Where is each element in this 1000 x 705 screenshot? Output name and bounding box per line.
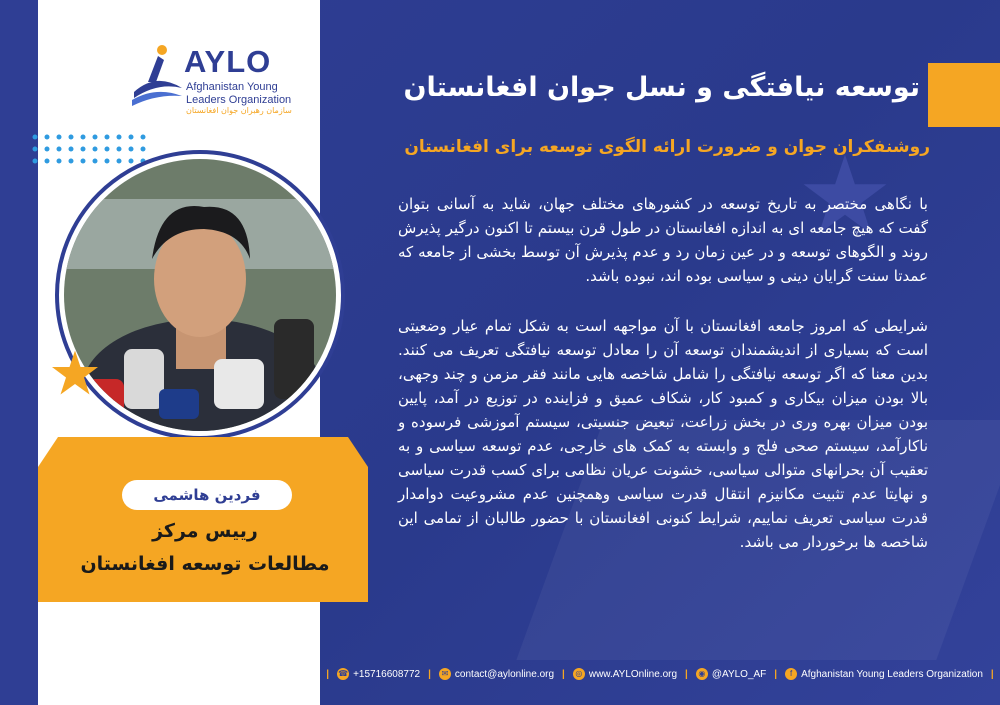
facebook-icon: f	[785, 668, 797, 680]
footer-social[interactable]	[696, 668, 766, 680]
web-icon: ◎	[573, 668, 585, 680]
footer-facebook-text: Afghanistan Young Leaders Organization	[801, 668, 983, 680]
footer-separator: |	[562, 668, 565, 680]
article-title: توسعه نیافتگی و نسل جوان افغانستان	[403, 72, 920, 103]
logo-figure-icon	[128, 42, 184, 108]
footer-phone-text: +15716608772	[353, 668, 421, 680]
footer-contact-bar	[320, 660, 1000, 688]
logo-subtitle-line2: Leaders Organization	[186, 94, 292, 106]
article-paragraph-1: با نگاهی مختصر به تاریخ توسعه در کشورهای مختلف جهان، شاید به آسانی بتوان گفت که هیچ جامعه ای به اندازه افغانستان در طول قرن بیستم تا اکنون درگیر پذیرش روند و الگوهای توسعه و در عین زمان رد و عدم پذیرش آن توسط بخشی از جامعه که عمدتا سنت گرایان دینی و سیاسی بوده اند، نبوده باشد.	[398, 195, 928, 285]
footer-separator: |	[990, 668, 994, 680]
author-role-line1: رییس مرکز	[152, 520, 258, 542]
email-icon: ✉	[439, 668, 451, 680]
footer-facebook[interactable]	[785, 668, 983, 680]
footer-website[interactable]	[573, 668, 677, 680]
logo-subtitle-persian: سازمان رهبران جوان افغانستان	[186, 106, 292, 115]
speaker-photo	[64, 159, 336, 431]
instagram-icon: ◉	[696, 668, 708, 680]
speaker-illustration	[64, 159, 336, 431]
footer-email-text: contact@aylonline.org	[454, 668, 555, 680]
name-banner-top	[38, 437, 368, 467]
logo	[128, 42, 298, 115]
footer-email[interactable]	[439, 668, 554, 680]
author-name: فردین هاشمی	[122, 480, 292, 510]
logo-title: AYLO	[184, 44, 272, 79]
phone-icon: ☎	[338, 669, 349, 678]
article-subtitle: روشنفکران جوان و ضرورت ارائه الگوی توسعه برای افغانستان	[404, 137, 930, 157]
left-blue-strip	[0, 0, 38, 705]
footer-phone[interactable]	[337, 668, 420, 680]
footer-website-text: www.AYLOnline.org	[588, 668, 678, 680]
footer-separator: |	[774, 668, 778, 680]
footer-separator: |	[685, 668, 688, 680]
footer-separator: |	[428, 668, 431, 680]
title-accent-bar	[928, 63, 1000, 127]
article-paragraph-2: شرایطی که امروز جامعه افغانستان با آن مواجهه است به شکل تمام عیار وضعیتی است که بسیاری از اندیشمندان توسعه آن را معادل توسعه نیافتگی تعریف می کنند. بدین معنا که اگر توسعه نیافتگی را شامل شاخصه هایی مانند فقر مزمن و چند وجهی، بالا بودن میزان بیکاری و کمبود کار، شکاف عمیق و فزاینده در توزیع در آمد، پایین بودن میزان بهره وری در بخش زراعت، تبعیض جنسیتی، سیستم آموزشی فرسوده و ناکارآمد، سیستم صحی فلج و وابسته به کمک های خارجی، عدم توسعه سیاسی و به تعقیب آن بحرانهای متوالی سیاسی، خشونت عریان نظامی برای کسب قدرت سیاسی و نهایتا عدم تثبیت مکانیزم انتقال قدرت سیاسی وهمچنین عدم مشروعیت دوامدار قدرت سیاسی تعریف نماییم، شرایط کنونی افغانستان با حضور طالبان از تمامی این شاخصه ها برخوردار می باشد.	[398, 317, 928, 551]
footer-social-text: @AYLO_AF	[711, 668, 767, 680]
logo-subtitle-line1: Afghanistan Young	[186, 81, 278, 93]
footer-separator: |	[326, 668, 330, 680]
star-icon	[50, 348, 100, 398]
author-role-line2: مطالعات توسعه افغانستان	[80, 553, 330, 575]
